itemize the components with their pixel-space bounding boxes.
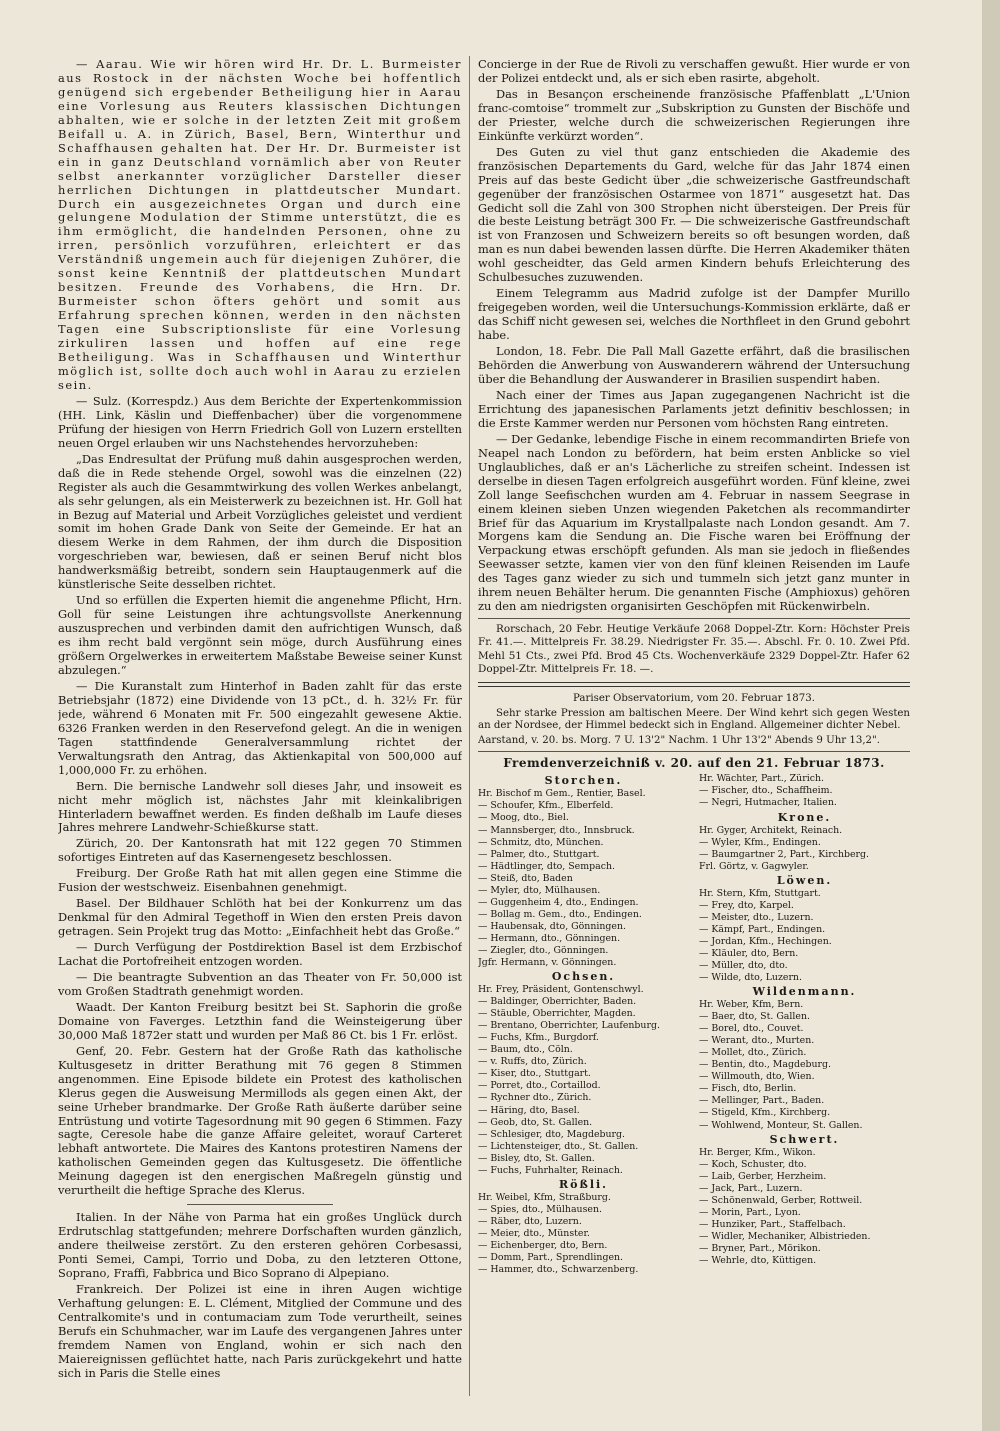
guest-entry: — Kläuler, dto, Bern. (699, 947, 799, 959)
observatory-report (478, 693, 910, 747)
guest-entry: — Widler, Mechaniker, Albistrieden. (699, 1230, 871, 1242)
article-bern: Bern. Die bernische Landwehr soll dieses Jahr, und insoweit es nicht mehr möglich ist, nächstes Jahr mit kleinkalibrigen Hinterladern bewaffnet werden. Es finden deßhalb im Laufe dieses Jahres mehrere Landwehr-Schießkurse statt. (58, 778, 462, 835)
guest-entry: — Guggenheim 4, dto., Endingen. (478, 896, 639, 908)
guest-entry: — Bryner, Part., Mörikon. (699, 1242, 821, 1254)
article-sulz-quote-end: Und so erfüllen die Experten hiemit die angenehme Pflicht, Hrn. Goll für seine Leistungen ihre achtungsvollste Anerkennung auszusprechen und verbinden damit den aufrichtigen Wunsch, daß es ihm recht bald vergönnt sein möge, durch Ausführung eines größern Orgelwerkes in erweitertem Maßstabe Beweise seiner Kunst abzulegen.“ (58, 593, 462, 677)
guest-entry: Hr. Weber, Kfm, Bern. (699, 999, 804, 1011)
guest-entry: — Mellinger, Part., Baden. (699, 1095, 825, 1107)
guest-entry: — Werant, dto., Murten. (699, 1035, 815, 1047)
guest-entry: — Domm, Part., Sprendlingen. (478, 1252, 624, 1264)
guest-entry: — Wilde, dto, Luzern. (699, 972, 802, 984)
guest-entry: Hr. Gyger, Architekt, Reinach. (699, 824, 843, 836)
barometer-reading: Aarstand, v. 20. bs. Morg. 7 U. 13'2" Nachm. 1 Uhr 13'2" Abends 9 Uhr 13,2". (478, 734, 880, 746)
section-rule (478, 618, 910, 619)
article-basel-theater: — Die beantragte Subvention an das Theater von Fr. 50,000 ist vom Großen Stadtrath genehmigt worden. (58, 970, 462, 998)
guest-entry: — Meister, dto., Luzern. (699, 911, 814, 923)
guest-entry: — Ziegler, dto., Gönningen. (478, 944, 609, 956)
guest-entry: — Palmer, dto., Stuttgart. (478, 848, 600, 860)
guest-entry: — Hädtlinger, dto, Sempach. (478, 860, 615, 872)
guest-entry: Hr. Berger, Kfm., Wikon. (699, 1146, 816, 1158)
section-rule (187, 1204, 332, 1205)
guest-entry: — Kämpf, Part., Endingen. (699, 923, 826, 935)
guest-entry: Jgfr. Hermann, v. Gönningen. (478, 957, 617, 969)
guest-entry: — Müller, dto, dto. (699, 959, 788, 971)
article-frankreich-cont: Concierge in der Rue de Rivoli zu verschaffen gewußt. Hier wurde er von der Polizei entdeckt und, als er sich eben rasirte, abgeholt. (478, 58, 910, 85)
guest-entry: Frl. Görtz, v. Gagwyler. (699, 860, 809, 872)
article-japan: Nach einer der Times aus Japan zugegangenen Nachricht ist die Errichtung des japanesischen Parlaments jetzt definitiv beschlossen; in die Erste Kammer werden nur Personen vom höchsten Rang eintreten. (478, 387, 910, 430)
guest-entry: Hr. Weibel, Kfm, Straßburg. (478, 1191, 611, 1203)
article-sulz-quote: „Das Endresultat der Prüfung muß dahin ausgesprochen werden, daß die in Rede stehende Orgel, sowohl was die einzelnen (22) Register als auch die Gesammtwirkung des vollen Werkes anbelangt, als sehr gelungen, als ein Meisterwerk zu bezeichnen ist. Hr. Goll hat in Bezug auf Material und Arbeit Vorzügliches geleistet und verdient somit im hohen Grade Dank von Seite der Gemeinde. Er hat an diesem Werke in dem Rahmen, der ihm durch die Disposition vorgeschrieben war, bewiesen, daß er seinen Beruf nicht blos handwerksmäßig betreibt, sondern sein Hauptaugenmerk auf die künstlerische Seite desselben richtet. (58, 451, 462, 592)
hotel-heading: Storchen. (544, 774, 623, 788)
guest-entry: Hr. Wächter, Part., Zürich. (699, 773, 824, 785)
guest-list-column-2 (699, 773, 910, 1276)
guest-entry: Hr. Frey, Präsident, Gontenschwyl. (478, 984, 644, 996)
article-baden: — Die Kuranstalt zum Hinterhof in Baden zahlt für das erste Betriebsjahr (1872) eine Dividende von 13 pCt., d. h. 32½ Fr. für jede, während 6 Monaten mit Fr. 500 eingezahlt gewesene Aktie. 6326 Franken werden in den Reservefond gelegt. An die in wenigen Tagen stattfindende Generalversammlung richtet der Verwaltungsrath den Antrag, das Aktienkapital von 500,000 auf 1,000,000 Fr. zu erhöhen. (58, 678, 462, 777)
guest-entry: — Moog, dto., Biel. (478, 812, 569, 824)
guest-entry: — Porret, dto., Cortaillod. (478, 1080, 601, 1092)
hotel-heading: Krone. (777, 810, 832, 824)
column-divider (469, 56, 470, 1396)
guest-entry: — Baumgartner 2, Part., Kirchberg. (699, 848, 870, 860)
article-genf: Genf, 20. Febr. Gestern hat der Große Rath das katholische Kultusgesetz in dritter Berathung mit 76 gegen 8 Stimmen angenommen. Eine Episode bildete ein Protest des katholischen Klerus gegen die Ausweisung Mermillods als gegen einen Akt, der seine Urheber brandmarke. Der Große Rath äußerte darüber seine Entrüstung und votirte Tagesordnung mit 90 gegen 6 Stimmen. Fazy sagte, Ceresole habe die ganze Affaire geleitet, worauf Carteret lebhaft antwortete. Die Maires des Kantons protestiren Namens der katholischen Gemeinden gegen das Kultusgesetz. Die öffentliche Meinung dagegen ist den energischen Maßregeln günstig und verurtheilt die heftige Sprache des Klerus. (58, 1043, 462, 1198)
market-rorschach: Rorschach, 20 Febr. Heutige Verkäufe 2068 Doppel-Ztr. Korn: Höchster Preis Fr. 41.—. Mittelpreis Fr. 38.29. Niedrigster Fr. 35.—. Abschl. Fr. 0. 10. Zwei Pfd. Mehl 51 Cts., zwei Pfd. Brod 45 Cts. Wochenverkäufe 2329 Doppel-Ztr. Hafer 62 Doppel-Ztr. Mittelpreis Fr. 18. —. (478, 623, 910, 675)
guest-entry: — Bisley, dto, St. Gallen. (478, 1152, 595, 1164)
article-aarau: — Aarau. Wie wir hören wird Hr. Dr. L. Burmeister aus Rostock in der nächsten Woche bei hoffentlich genügend sich ergebender Betheiligung hier in Aarau eine Vorlesung aus Reuters klassischen Dichtungen abhalten, wie er solche in der letzten Zeit mit großem Beifall u. A. in Zürich, Basel, Bern, Winterthur und Schaffhausen gehalten hat. Der Hr. Dr. Burmeister ist ein in ganz Deutschland vornämlich aber von Reuter selbst anerkannter vorzüglicher Darsteller dieser herrlichen Dichtungen in plattdeutscher Mundart. Durch ein ausgezeichnetes Organ und durch eine gelungene Modulation der Stimme unterstützt, die es ihm ermöglicht, die handelnden Personen, ohne zu irren, persönlich vorzuführen, erleichtert er das Verständniß ungemein auch für diejenigen Zuhörer, die sonst keine Kenntniß der plattdeutschen Mundart besitzen. Freunde des Vorhabens, die Hrn. Dr. Burmeister schon öfters gehört und somit aus Erfahrung sprechen können, werden in den nächsten Tagen eine Subscriptionsliste für eine Vorlesung zirkuliren lassen und hoffen auf eine rege Betheiligung. Was in Schaffhausen und Winterthur möglich ist, sollte doch auch wohl in Aarau zu erzielen sein. (58, 58, 462, 392)
article-gard-akademie: Des Guten zu viel thut ganz entschieden die Akademie des französischen Departements du Gard, welche für das Jahr 1874 einen Preis auf das beste Gedicht über „die schweizerische Gastfreundschaft gegenüber der französischen Ostarmee von 1871“ ausgesetzt hat. Das Gedicht soll die Zahl von 300 Strophen nicht übersteigen. Der Preis für die beste Leistung beträgt 300 Fr. — Die schweizerische Gastfreundschaft ist von Franzosen und Schweizern bereits so oft besungen worden, daß man es nun dabei bewenden lassen dürfte. Die Herren Akademiker thäten wohl gescheidter, das Geld armen Kindern behufs Erleichterung des Schulbesuches zuzuwenden. (478, 144, 910, 285)
guest-entry: — Morin, Part., Lyon. (699, 1206, 801, 1218)
guest-entry: — Willmouth, dto, Wien. (699, 1071, 815, 1083)
hotel-heading: Ochsen. (551, 970, 616, 984)
observatory-title: Pariser Observatorium, vom 20. Februar 1873. (573, 692, 815, 704)
guest-entry: — Baum, dto., Cöln. (478, 1044, 573, 1056)
guest-entry: — Bollag m. Gem., dto., Endingen. (478, 908, 642, 920)
guest-entry: — Mollet, dto., Zürich. (699, 1047, 807, 1059)
guest-entry: — Negri, Hutmacher, Italien. (699, 797, 837, 809)
guest-list (478, 773, 910, 1276)
guest-entry: — Steiß, dto, Baden (478, 872, 573, 884)
guest-entry: — Fuchs, Fuhrhalter, Reinach. (478, 1164, 623, 1176)
guest-entry: — Schlesiger, dto, Magdeburg. (478, 1128, 625, 1140)
article-basel: Basel. Der Bildhauer Schlöth hat bei der Konkurrenz um das Denkmal für den Admiral Tegethoff in Wien den ersten Preis davon getragen. Sein Projekt trug das Motto: „Einfachheit hebt das Große.“ (58, 896, 462, 939)
section-rule (478, 751, 910, 752)
guest-entry: — v. Ruffs, dto, Zürich. (478, 1056, 587, 1068)
guest-entry: — Schönenwald, Gerber, Rottweil. (699, 1194, 863, 1206)
guest-entry: — Hunziker, Part., Staffelbach. (699, 1218, 846, 1230)
left-column (58, 58, 462, 1413)
article-madrid: Einem Telegramm aus Madrid zufolge ist der Dampfer Murillo freigegeben worden, weil die Untersuchungs-Kommission erklärte, daß er das Schiff nicht gewesen sei, welches die Northfleet in den Grund gebohrt habe. (478, 286, 910, 343)
guest-entry: — Meier, dto., Münster. (478, 1227, 590, 1239)
guest-entry: — Fuchs, Kfm., Burgdorf. (478, 1032, 599, 1044)
guest-entry: — Fisch, dto, Berlin. (699, 1083, 797, 1095)
article-waadt: Waadt. Der Kanton Freiburg besitzt bei St. Saphorin die große Domaine von Faverges. Letzthin fand die Weinsteigerung über 30,000 Maß 1872er statt und wurden per Maß 86 Ct. bis 1 Fr. erlöst. (58, 999, 462, 1042)
guest-entry: — Wyler, Kfm., Endingen. (699, 836, 821, 848)
article-basel-post: — Durch Verfügung der Postdirektion Basel ist dem Erzbischof Lachat die Portofreiheit entzogen worden. (58, 940, 462, 969)
guest-entry: Hr. Bischof m Gem., Rentier, Basel. (478, 788, 646, 800)
guest-entry: — Baer, dto, St. Gallen. (699, 1011, 810, 1023)
hotel-heading: Rößli. (558, 1177, 609, 1191)
hotel-heading: Löwen. (776, 873, 833, 887)
guest-entry: — Eichenberger, dto, Bern. (478, 1240, 608, 1251)
observatory-text: Sehr starke Pression am baltischen Meere. Der Wind kehrt sich gegen Westen an der Nordsee, der Himmel bedeckt sich in England. Allgemeiner dichter Nebel. (478, 707, 910, 732)
guest-entry: — Häring, dto, Basel. (478, 1104, 580, 1116)
guest-list-column-1 (478, 773, 689, 1276)
article-besancon: Das in Besançon erscheinende französische Pfaffenblatt „L'Union franc-comtoise“ trommelt zur „Subskription zu Gunsten der Bischöfe und der Priester, welche durch die schweizerischen Regierungen ihre Einkünfte verkürzt worden“. (478, 86, 910, 143)
article-freiburg: Freiburg. Der Große Rath hat mit allen gegen eine Stimme die Fusion der westschweiz. Eisenbahnen genehmigt. (58, 866, 462, 895)
guest-entry: — Hammer, dto., Schwarzenberg. (478, 1264, 639, 1276)
article-zuerich: Zürich, 20. Der Kantonsrath hat mit 122 gegen 70 Stimmen sofortiges Eintreten auf das Kasernengesetz beschlossen. (58, 836, 462, 865)
fremdenverzeichnis-title: Fremdenverzeichniß v. 20. auf den 21. Februar 1873. (503, 756, 885, 771)
guest-entry: Hr. Stern, Kfm, Stuttgart. (699, 887, 821, 899)
guest-entry: — Stigeld, Kfm., Kirchberg. (699, 1107, 831, 1119)
guest-entry: — Räber, dto, Luzern. (478, 1215, 582, 1227)
guest-entry: — Borel, dto., Couvet. (699, 1023, 804, 1035)
guest-entry: — Lichtensteiger, dto., St. Gallen. (478, 1140, 639, 1152)
guest-entry: — Haubensak, dto, Gönningen. (478, 920, 626, 932)
article-italien: Italien. In der Nähe von Parma hat ein großes Unglück durch Erdrutschlag stattgefunden; mehrere Dorfschaften wurden gänzlich, andere theilweise zerstört. Zu den ersteren gehören Corbesassi, Ponti Semei, Campi, Torrio und Doba, zu den letzteren Ottone, Soprano, Fraffi, Fabbrica und Bico Soprano di Alpepiano. (58, 1210, 462, 1281)
guest-entry: — Rychner dto., Zürich. (478, 1092, 592, 1104)
guest-entry: — Hermann, dto., Gönningen. (478, 932, 621, 944)
guest-entry: — Bentin, dto., Magdeburg. (699, 1059, 832, 1071)
market-report (478, 623, 910, 676)
guest-entry: — Mannsberger, dto., Innsbruck. (478, 824, 635, 836)
guest-entry: — Fischer, dto., Schaffheim. (699, 785, 833, 797)
article-frankreich: Frankreich. Der Polizei ist eine in ihren Augen wichtige Verhaftung gelungen: E. L. Clément, Mitglied der Commune und des Centralkomite's und in contumaciam zum Tode verurtheilt, seines Berufs ein Schuhmacher, war im Laufe des vergangenen Jahres unter fremdem Namen von England, wohin er sich nach den Maiereignissen geflüchtet hatte, nach Paris zurückgekehrt und hatte sich in Paris die Stelle eines (58, 1282, 462, 1380)
guest-entry: — Koch, Schuster, dto. (699, 1158, 807, 1170)
section-rule-double (478, 682, 910, 687)
right-column (478, 58, 910, 1413)
guest-entry: — Wehrle, dto, Küttigen. (699, 1255, 817, 1266)
guest-entry: — Jordan, Kfm., Hechingen. (699, 935, 832, 947)
hotel-heading: Schwert. (769, 1132, 840, 1146)
hotel-heading: Wildenmann. (752, 985, 857, 999)
guest-entry: — Wohlwend, Monteur, St. Gallen. (699, 1119, 863, 1131)
guest-entry: — Schmitz, dto, München. (478, 836, 604, 848)
guest-entry: — Spies, dto., Mülhausen. (478, 1203, 602, 1215)
guest-entry: — Frey, dto, Karpel. (699, 899, 794, 911)
guest-entry: — Geob, dto, St. Gallen. (478, 1116, 593, 1128)
guest-entry: — Myler, dto, Mülhausen. (478, 884, 601, 896)
guest-entry: — Schoufer, Kfm., Elberfeld. (478, 800, 614, 812)
article-sulz: — Sulz. (Korrespdz.) Aus dem Berichte der Expertenkommission (HH. Link, Käslin und Dieffenbacher) über die vorgenommene Prüfung der hiesigen von Herrn Friedrich Goll von Luzern erstellten neuen Orgel erlauben wir uns Nachstehendes hervorzuheben: (58, 393, 462, 450)
article-london: London, 18. Febr. Die Pall Mall Gazette erfährt, daß die brasilischen Behörden die Anwerbung von Auswanderern während der Untersuchung über die Behandlung der Auswanderer in Brasilien suspendirt haben. (478, 344, 910, 386)
article-fische: — Der Gedanke, lebendige Fische in einem recommandirten Briefe von Neapel nach London zu befördern, hat beim ersten Anblicke so viel Unglaubliches, daß er an's Lächerliche zu streifen scheint. Indessen ist derselbe in diesen Tagen erfolgreich ausgeführt worden. Fünf kleine, zwei Zoll lange Seefischchen wurden am 4. Februar in nassem Seegrase in einem kleinen sieben Unzen wiegenden Paketchen als recommandirter Brief für das Aquarium im Krystallpalaste nach London gesandt. Am 7. Morgens kam die Sendung an. Die Fische waren bei Eröffnung der Verpackung etwas erschöpft gefunden. Als man sie jedoch in fließendes Seewasser setzte, kamen vier von den fünf kleinen Reisenden im Laufe des Tages ganz wieder zu sich und tummeln sich jetzt ganz munter in ihrem neuen Behälter herum. Die genannten Fische (Amphioxus) gehören zu den am niedrigsten organisirten Geschöpfen mit Rückenwirbeln. (478, 431, 910, 614)
guest-entry: — Laib, Gerber, Herzheim. (699, 1170, 827, 1182)
guest-entry: — Brentano, Oberrichter, Laufenburg. (478, 1020, 660, 1032)
guest-entry: — Stäuble, Oberrichter, Magden. (478, 1008, 636, 1020)
guest-entry: — Jack, Part., Luzern. (699, 1182, 803, 1194)
guest-entry: — Kiser, dto., Stuttgart. (478, 1068, 591, 1080)
guest-entry: — Baldinger, Oberrichter, Baden. (478, 996, 637, 1008)
